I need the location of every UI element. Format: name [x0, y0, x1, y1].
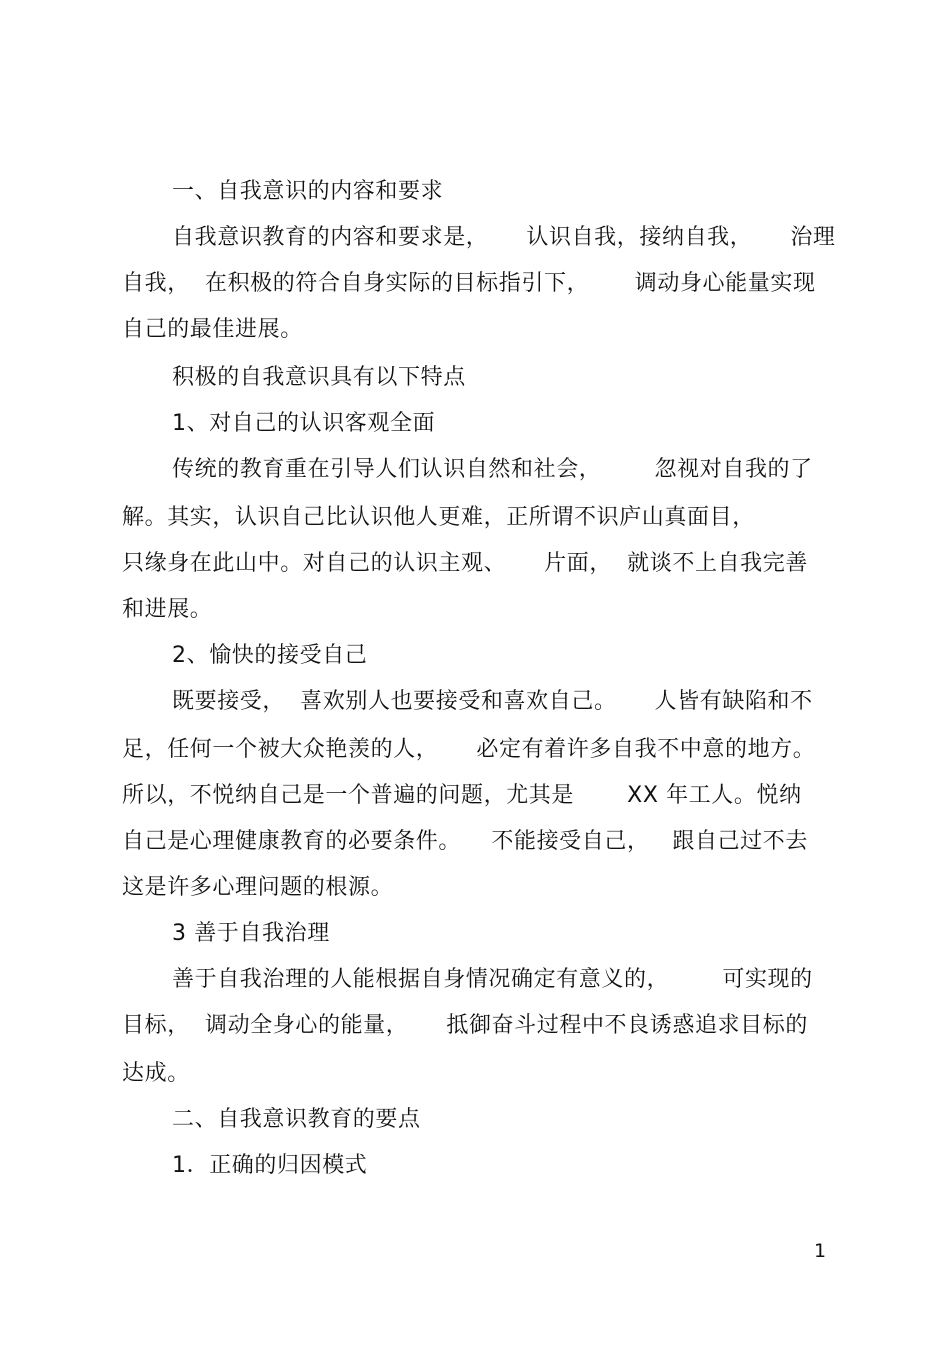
paragraph-line: 所以，不悦纳自己是一个普遍的问题，尤其是 XX 年工人。悦纳: [122, 783, 802, 808]
paragraph-line: 解。其实，认识自己比认识他人更难，正所谓不识庐山真面目，: [122, 505, 755, 530]
paragraph-line: 传统的教育重在引导人们认识自然和社会， 忽视对自我的了: [172, 457, 813, 482]
paragraph-line: 只缘身在此山中。对自己的认识主观、 片面， 就谈不上自我完善: [122, 551, 808, 576]
page-number: 1: [814, 1240, 827, 1262]
section-heading: 一、自我意识的内容和要求: [172, 179, 444, 204]
paragraph-line: 自我意识教育的内容和要求是， 认识自我，接纳自我， 治理: [172, 225, 836, 250]
subheading: 1、对自己的认识客观全面: [172, 411, 436, 436]
paragraph-line: 和进展。: [122, 597, 213, 622]
paragraph-line: 达成。: [122, 1061, 190, 1086]
paragraph-line: 目标， 调动全身心的能量， 抵御奋斗过程中不良诱惑追求目标的: [122, 1013, 808, 1038]
subheading: 2、愉快的接受自己: [172, 643, 368, 668]
paragraph-line: 这是许多心理问题的根源。: [122, 875, 394, 900]
paragraph-line: 积极的自我意识具有以下特点: [172, 365, 466, 390]
paragraph-line: 自我， 在积极的符合自身实际的目标指引下， 调动身心能量实现: [122, 271, 816, 296]
section-heading: 二、自我意识教育的要点: [172, 1107, 421, 1132]
paragraph-line: 足，任何一个被大众艳羡的人， 必定有着许多自我不中意的地方。: [122, 737, 816, 762]
paragraph-line: 善于自我治理的人能根据自身情况确定有意义的， 可实现的: [172, 967, 813, 992]
subheading: 1．正确的归因模式: [172, 1153, 368, 1178]
paragraph-line: 既要接受， 喜欢别人也要接受和喜欢自己。 人皆有缺陷和不: [172, 689, 813, 714]
paragraph-line: 自己的最佳进展。: [122, 317, 303, 342]
subheading: 3 善于自我治理: [172, 921, 330, 946]
paragraph-line: 自己是心理健康教育的必要条件。 不能接受自己， 跟自己过不去: [122, 829, 808, 854]
